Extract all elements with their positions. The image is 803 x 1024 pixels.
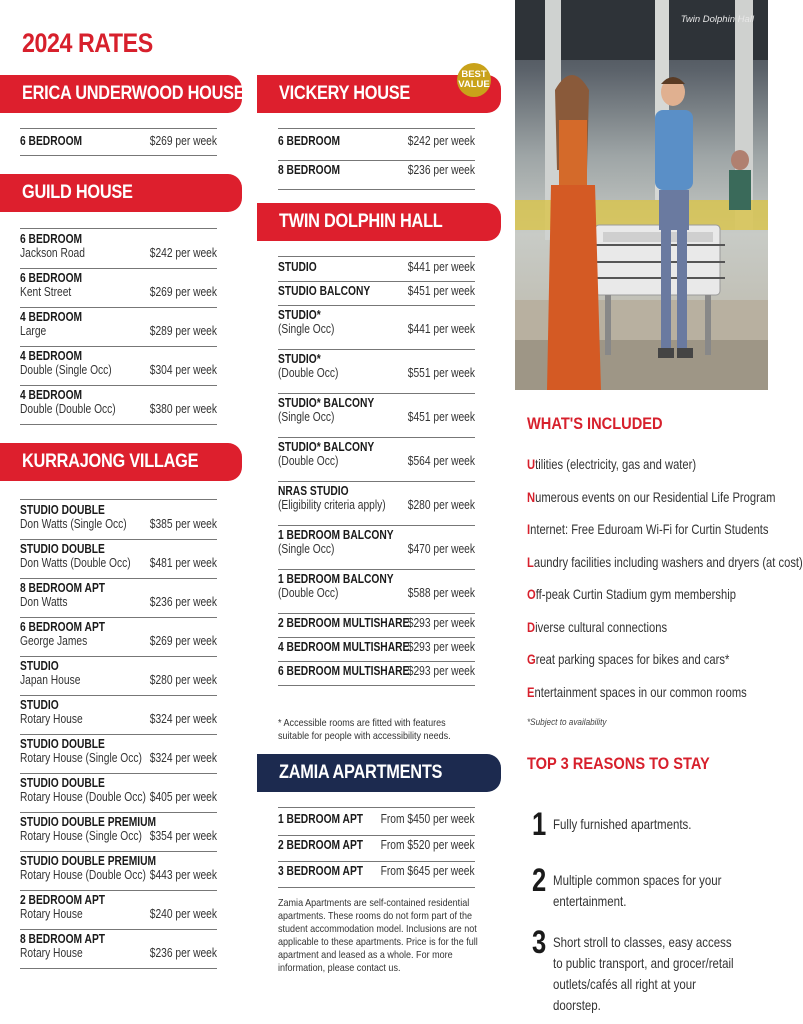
room-type: STUDIO DOUBLE PREMIUM [20, 854, 157, 868]
rate-row [20, 854, 217, 882]
room-price: $405 per week [149, 790, 217, 804]
rate-row [278, 572, 475, 600]
room-price: $293 per week [407, 664, 475, 678]
divider [278, 661, 475, 662]
room-price: From $645 per week [380, 864, 475, 878]
room-price: $236 per week [149, 595, 217, 609]
rate-row [278, 838, 475, 852]
room-price: $470 per week [407, 542, 475, 556]
room-type: STUDIO* [278, 308, 321, 322]
room-price: $293 per week [407, 616, 475, 630]
zamia-banner: ZAMIA APARTMENTS [257, 754, 501, 792]
included-item [527, 651, 729, 667]
room-location: (Double Occ) [278, 454, 339, 468]
rate-row [278, 284, 475, 298]
rate-row [278, 352, 475, 380]
room-location: Rotary House [20, 712, 83, 726]
room-type: 1 BEDROOM BALCONY [278, 572, 394, 586]
rate-row [278, 528, 475, 556]
accessibility-note: * Accessible rooms are fitted with features suitable for people with accessibility needs. [278, 717, 451, 742]
zamia-note: Zamia Apartments are self-contained residential apartments. These rooms do not form part of the student accommodation model. Inclusions are not applicable to these apartments. Price is for the full apartment and leased as a whole. For more information, please contact us. [278, 897, 478, 974]
photo-caption: Twin Dolphin Hall [680, 14, 754, 25]
room-location: (Double Occ) [278, 366, 339, 380]
room-type: 8 BEDROOM [278, 163, 341, 177]
rate-row [20, 737, 217, 765]
divider [278, 281, 475, 282]
room-type: 1 BEDROOM BALCONY [278, 528, 394, 542]
divider [278, 887, 475, 888]
included-text: iverse cultural connections [535, 618, 668, 635]
guild-house-banner: GUILD HOUSE [0, 174, 242, 212]
room-price: $443 per week [149, 868, 217, 882]
room-price: $551 per week [407, 366, 475, 380]
room-price: $441 per week [407, 260, 475, 274]
divider [20, 228, 217, 229]
divider [20, 890, 217, 891]
divider [278, 437, 475, 438]
rate-row [20, 776, 217, 804]
room-type: 6 BEDROOM APT [20, 620, 106, 634]
rate-row [278, 484, 475, 512]
divider [278, 189, 475, 190]
room-price: $385 per week [149, 517, 217, 531]
room-type: 8 BEDROOM APT [20, 581, 106, 595]
room-type: 4 BEDROOM [20, 310, 83, 324]
room-price: $324 per week [149, 712, 217, 726]
divider [20, 128, 217, 129]
kurrajong-banner: KURRAJONG VILLAGE [0, 443, 242, 481]
rate-row [20, 388, 217, 416]
rate-row: 6 BEDROOM $269 per week [20, 134, 217, 148]
included-text: aundry facilities including washers and dryers (at cost) [533, 553, 803, 570]
included-initial: G [527, 651, 536, 667]
room-type: 6 BEDROOM [20, 232, 83, 246]
divider [278, 481, 475, 482]
divider [20, 968, 217, 969]
room-price: $451 per week [407, 410, 475, 424]
room-location: (Single Occ) [278, 410, 335, 424]
room-price: $236 per week [149, 946, 217, 960]
divider [278, 128, 475, 129]
room-location: Don Watts (Single Occ) [20, 517, 127, 531]
room-type: 2 BEDROOM APT [20, 893, 106, 907]
included-text: umerous events on our Residential Life Program [535, 488, 776, 505]
divider [278, 393, 475, 394]
rate-row [278, 260, 475, 274]
divider [20, 617, 217, 618]
reason-text: Fully furnished apartments. [553, 816, 692, 832]
rate-row [278, 616, 475, 630]
divider [278, 525, 475, 526]
room-price: $564 per week [407, 454, 475, 468]
room-type: 1 BEDROOM APT [278, 812, 364, 826]
included-text: reat parking spaces for bikes and cars* [535, 651, 730, 667]
rate-row [278, 308, 475, 336]
room-location: Don Watts [20, 595, 68, 609]
rate-row [20, 232, 217, 260]
best-value-badge: BEST VALUE [457, 63, 491, 97]
room-price: $588 per week [407, 586, 475, 600]
rate-row [278, 640, 475, 654]
room-type: STUDIO DOUBLE [20, 542, 105, 556]
room-type: 6 BEDROOM [20, 271, 83, 285]
rate-row [20, 620, 217, 648]
room-type: STUDIO [20, 698, 59, 712]
rate-row [278, 864, 475, 878]
rate-row [278, 134, 475, 148]
divider [278, 613, 475, 614]
room-type: 6 BEDROOM [278, 134, 341, 148]
room-type: 4 BEDROOM [20, 388, 83, 402]
rate-row [20, 349, 217, 377]
room-location: (Single Occ) [278, 542, 335, 556]
room-price: $380 per week [149, 402, 217, 416]
room-location: Double (Single Occ) [20, 363, 112, 377]
divider [20, 773, 217, 774]
divider [278, 305, 475, 306]
included-item [527, 521, 769, 537]
rate-row [20, 310, 217, 338]
room-location: (Eligibility criteria apply) [278, 498, 386, 512]
rate-row [20, 503, 217, 531]
rate-row [278, 812, 475, 826]
divider [278, 861, 475, 862]
room-price: $280 per week [407, 498, 475, 512]
room-type: STUDIO DOUBLE [20, 737, 105, 751]
divider [20, 578, 217, 579]
room-type: 2 BEDROOM APT [278, 838, 364, 852]
reason-number: 2 [532, 862, 547, 898]
reason-number: 3 [532, 924, 547, 960]
twin-dolphin-banner: TWIN DOLPHIN HALL [257, 203, 501, 241]
divider [20, 268, 217, 269]
room-location: George James [20, 634, 88, 648]
divider [20, 307, 217, 308]
room-type: 4 BEDROOM MULTISHARE [278, 640, 410, 654]
divider [20, 499, 217, 500]
included-item [527, 456, 696, 472]
room-type: 8 BEDROOM APT [20, 932, 106, 946]
divider [20, 155, 217, 156]
included-item [527, 619, 667, 635]
room-price: $324 per week [149, 751, 217, 765]
rate-row [278, 163, 475, 177]
vickery-house-banner: VICKERY HOUSE [257, 75, 501, 113]
room-location: Japan House [20, 673, 81, 687]
room-location: Large [20, 324, 47, 338]
reason-text: Multiple common spaces for your entertainment. [553, 872, 722, 909]
divider [20, 929, 217, 930]
room-type: STUDIO BALCONY [278, 284, 371, 298]
divider [278, 835, 475, 836]
erica-underwood-banner: ERICA UNDERWOOD HOUSE [0, 75, 242, 113]
room-location: Rotary House (Single Occ) [20, 751, 142, 765]
room-price: $242 per week [407, 134, 475, 148]
room-type: STUDIO [278, 260, 317, 274]
divider [20, 851, 217, 852]
students-foosball-illustration [515, 0, 768, 390]
availability-note: *Subject to availability [527, 717, 607, 728]
included-text: ff-peak Curtin Stadium gym membership [535, 586, 736, 602]
room-type: STUDIO* [278, 352, 321, 366]
divider [278, 256, 475, 257]
room-price: $240 per week [149, 907, 217, 921]
rate-row [278, 396, 475, 424]
reason-text: Short stroll to classes, easy access to public transport, and grocer/retail outlets/cafés all right at your doorstep. [553, 934, 734, 1013]
room-type: 4 BEDROOM [20, 349, 83, 363]
divider [20, 539, 217, 540]
room-location: Rotary House [20, 946, 83, 960]
divider [20, 385, 217, 386]
twin-dolphin-hall-photo [515, 0, 768, 390]
room-price: $354 per week [149, 829, 217, 843]
divider [20, 346, 217, 347]
included-item [527, 554, 803, 570]
room-location: Double (Double Occ) [20, 402, 116, 416]
divider [20, 695, 217, 696]
room-location: Rotary House (Double Occ) [20, 790, 146, 804]
room-type: STUDIO* BALCONY [278, 396, 375, 410]
included-initial: U [527, 456, 536, 472]
rate-row [278, 664, 475, 678]
page-title: 2024 RATES [22, 28, 153, 58]
divider [278, 637, 475, 638]
room-type: STUDIO DOUBLE [20, 776, 105, 790]
rate-row [20, 659, 217, 687]
rate-row [20, 271, 217, 299]
rate-row [20, 932, 217, 960]
rate-row [278, 440, 475, 468]
room-type: 2 BEDROOM MULTISHARE [278, 616, 410, 630]
included-item [527, 489, 775, 505]
room-price: $236 per week [407, 163, 475, 177]
room-price: $242 per week [149, 246, 217, 260]
room-price: $280 per week [149, 673, 217, 687]
divider [278, 349, 475, 350]
room-price: $481 per week [149, 556, 217, 570]
room-location: Rotary House (Double Occ) [20, 868, 146, 882]
room-location: Kent Street [20, 285, 72, 299]
included-initial: L [527, 553, 534, 570]
room-price: $304 per week [149, 363, 217, 377]
included-text: nternet: Free Eduroam Wi-Fi for Curtin Students [530, 521, 769, 537]
whats-included-title: WHAT'S INCLUDED [527, 414, 663, 433]
included-text: tilities (electricity, gas and water) [535, 456, 697, 472]
divider [20, 734, 217, 735]
included-initial: I [527, 521, 531, 537]
room-location: Rotary House (Single Occ) [20, 829, 142, 843]
rate-row [20, 815, 217, 843]
included-text: ntertainment spaces in our common rooms [534, 683, 747, 700]
room-price: $269 per week [149, 634, 217, 648]
room-type: 6 BEDROOM MULTISHARE [278, 664, 410, 678]
room-location: (Double Occ) [278, 586, 339, 600]
included-item [527, 586, 736, 602]
room-price: $451 per week [407, 284, 475, 298]
room-price: $441 per week [407, 322, 475, 336]
room-type: 3 BEDROOM APT [278, 864, 364, 878]
included-item [527, 684, 747, 700]
included-initial: E [527, 683, 535, 700]
room-type: STUDIO DOUBLE PREMIUM [20, 815, 157, 829]
divider [20, 656, 217, 657]
room-price: From $450 per week [380, 812, 475, 826]
divider [20, 424, 217, 425]
room-type: STUDIO [20, 659, 59, 673]
room-type: NRAS STUDIO [278, 484, 349, 498]
room-price: $293 per week [407, 640, 475, 654]
divider [278, 569, 475, 570]
divider [20, 812, 217, 813]
included-initial: N [527, 488, 536, 505]
included-initial: O [527, 586, 536, 602]
room-price: From $520 per week [380, 838, 475, 852]
divider [278, 685, 475, 686]
room-price: $269 per week [149, 285, 217, 299]
rate-row [20, 893, 217, 921]
included-initial: D [527, 618, 536, 635]
reason-number: 1 [532, 806, 547, 842]
room-price: $289 per week [149, 324, 217, 338]
room-type: STUDIO DOUBLE [20, 503, 105, 517]
divider [278, 160, 475, 161]
room-location: Jackson Road [20, 246, 85, 260]
rate-row [20, 698, 217, 726]
divider [278, 807, 475, 808]
room-location: (Single Occ) [278, 322, 335, 336]
room-type: STUDIO* BALCONY [278, 440, 375, 454]
room-location: Rotary House [20, 907, 83, 921]
rate-row [20, 581, 217, 609]
reasons-title: TOP 3 REASONS TO STAY [527, 754, 710, 773]
room-location: Don Watts (Double Occ) [20, 556, 131, 570]
rate-row [20, 542, 217, 570]
